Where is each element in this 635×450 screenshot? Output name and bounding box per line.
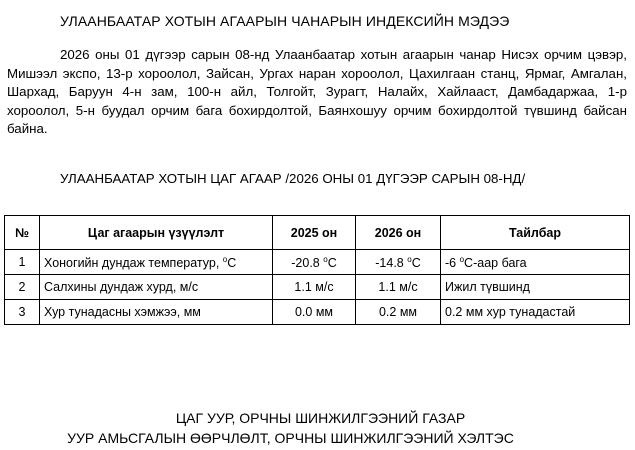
- row-value-2025: 1.1 м/с: [273, 275, 356, 300]
- weather-heading: УЛААНБААТАР ХОТЫН ЦАГ АГААР /2026 ОНЫ 01 ДҮГЭЭР САРЫН 08-НД/: [60, 171, 526, 186]
- table-row: [5, 250, 630, 275]
- row-indicator: Салхины дундаж хурд, м/с: [40, 275, 273, 300]
- header-2025: 2025 он: [273, 216, 356, 250]
- header-note: Тайлбар: [441, 216, 630, 250]
- page-title: УЛААНБААТАР ХОТЫН АГААРЫН ЧАНАРЫН ИНДЕКСИЙН МЭДЭЭ: [60, 13, 510, 29]
- row-number: 2: [5, 275, 40, 300]
- row-value-2025: 0.0 мм: [273, 300, 356, 325]
- header-indicator: Цаг агаарын үзүүлэлт: [40, 216, 273, 250]
- row-indicator: Хоногийн дундаж температур, $^о$С: [40, 250, 273, 275]
- table-row: [5, 300, 630, 325]
- weather-table: [4, 215, 630, 325]
- footer-agency: ЦАГ УУР, ОРЧНЫ ШИНЖИЛГЭЭНИЙ ГАЗАР: [175, 410, 466, 426]
- row-number: 1: [5, 250, 40, 275]
- row-indicator: Хур тунадасны хэмжээ, мм: [40, 300, 273, 325]
- row-value-2026: -14.8 $^о$С: [356, 250, 441, 275]
- table-row: [5, 275, 630, 300]
- header-2026: 2026 он: [356, 216, 441, 250]
- air-quality-paragraph: 2026 оны 01 дүгээр сарын 08-нд Улаанбаатар хотын агаарын чанар Нисэх орчим цэвэр, Мишээл экспо, 13-р хороолол, Зайсан, Ургах наран хороолол, Цахилгаан станц, Ярмаг, Амгалан, Шархад, Баруун 4-н зам, 100-н айл, Толгойт, Зурагт, Налайх, Хайлааст, Дамбадаржаа, 1-р хороолол, 5-н буудал орчим бага бохирдолтой, Баянхошуу орчим бохирдолтой түвшинд байсан байна.: [7, 47, 627, 136]
- row-number: 3: [5, 300, 40, 325]
- table-header-row: [5, 216, 630, 250]
- header-number: №: [5, 216, 40, 250]
- row-value-2026: 1.1 м/с: [356, 275, 441, 300]
- footer-department: УУР АМЬСГАЛЫН ӨӨРЧЛӨЛТ, ОРЧНЫ ШИНЖИЛГЭЭНИЙ ХЭЛТЭС: [67, 430, 514, 446]
- row-note: -6 $^о$С-аар бага: [441, 250, 630, 275]
- row-value-2026: 0.2 мм: [356, 300, 441, 325]
- row-value-2025: -20.8 $^о$С: [273, 250, 356, 275]
- row-note: Ижил түвшинд: [441, 275, 630, 300]
- row-note: 0.2 мм хур тунадастай: [441, 300, 630, 325]
